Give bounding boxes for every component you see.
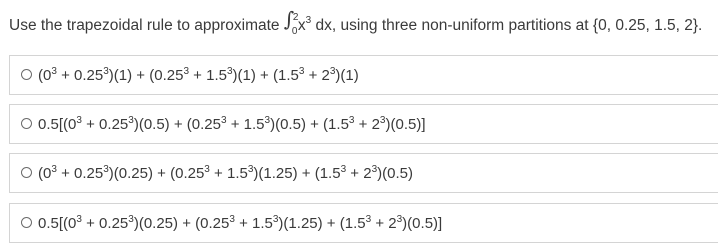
answer-option-label: $0.5[(0^3 + 0.25^3)(0.5) + (0.25^3 + 1.5^3)(0.5) + (1.5^3 + 2^3)(0.5)]$ (38, 115, 426, 133)
answer-option-1[interactable] (9, 55, 718, 95)
exponent: 3 (128, 115, 134, 126)
question-prefix: Use the trapezoidal rule to approximate (9, 17, 284, 34)
exponent: 3 (183, 66, 189, 77)
integrand-base: x (297, 17, 306, 34)
integral-lower-limit: 0 (291, 26, 298, 37)
answer-option-label: $0.5[(0^3 + 0.25^3)(0.25) + (0.25^3 + 1.5^3)(1.25) + (1.5^3 + 2^3)(0.5)]$ (38, 214, 443, 232)
exponent: 3 (103, 164, 109, 175)
integrand-exponent: 3 (305, 15, 312, 26)
exponent: 3 (76, 214, 82, 225)
radio-button-icon[interactable] (21, 217, 32, 228)
exponent: 3 (76, 115, 82, 126)
answer-option-label: $(0^3 + 0.25^3)(1) + (0.25^3 + 1.5^3)(1) + (1.5^3 + 2^3)(1)$ (38, 66, 359, 84)
exponent: 3 (348, 115, 355, 126)
exponent: 3 (379, 115, 386, 126)
exponent: 3 (396, 214, 403, 225)
answer-option-4[interactable] (9, 203, 718, 243)
answer-option-2[interactable] (9, 104, 718, 144)
answer-option-3[interactable] (9, 153, 718, 193)
exponent: 3 (51, 66, 57, 77)
integral-symbol (283, 7, 299, 37)
exponent: 3 (247, 164, 254, 175)
exponent: 3 (272, 214, 279, 225)
integral-upper-limit: 2 (292, 12, 299, 23)
integral-sign: ∫ (283, 7, 295, 31)
exponent: 3 (226, 66, 233, 77)
question-text (9, 7, 703, 37)
radio-button-icon[interactable] (21, 167, 32, 178)
exponent: 3 (51, 164, 57, 175)
exponent: 3 (204, 164, 210, 175)
radio-button-icon[interactable] (21, 69, 32, 80)
exponent: 3 (329, 66, 336, 77)
answer-option-label: $(0^3 + 0.25^3)(0.25) + (0.25^3 + 1.5^3)(1.25) + (1.5^3 + 2^3)(0.5)$ (38, 164, 413, 182)
radio-button-icon[interactable] (21, 118, 32, 129)
exponent: 3 (298, 66, 305, 77)
integral-differential: dx (311, 17, 332, 34)
exponent: 3 (128, 214, 134, 225)
exponent: 3 (365, 214, 372, 225)
exponent: 3 (340, 164, 347, 175)
question-suffix: , using three non-uniform partitions at {0, 0.25, 1.5, 2}. (331, 17, 703, 34)
exponent: 3 (229, 214, 235, 225)
exponent: 3 (220, 115, 227, 126)
exponent: 3 (264, 115, 271, 126)
exponent: 3 (103, 66, 109, 77)
exponent: 3 (371, 164, 378, 175)
